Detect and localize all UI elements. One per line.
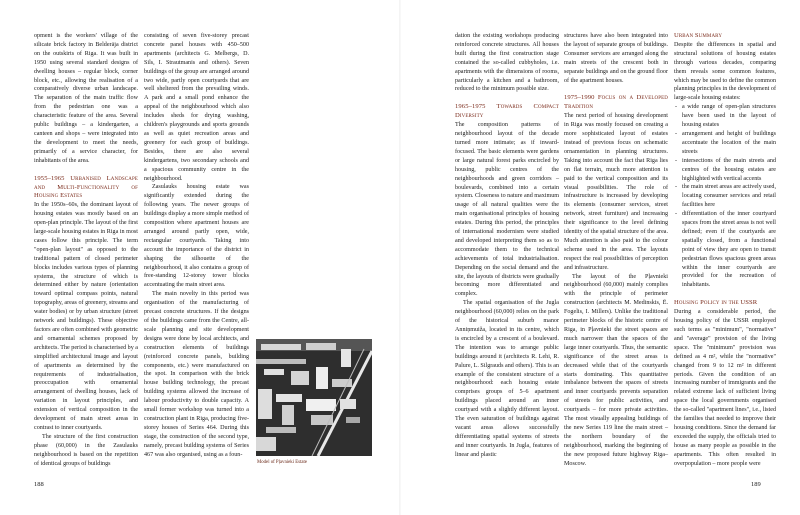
left-page-column-1: [34, 32, 138, 469]
paragraph: Despite the differences in spatial and structural solutions of housing estates through various decades, comparing them reveals some common features, which may be used to define the common planning principles in the development of large-scale housing estates:: [674, 41, 776, 102]
summary-list: [674, 103, 776, 290]
paragraph: structures have also been integrated into the layout of separate groups of buildings. Consumer services are arranged along the main streets of the crescent both in separate buildings and on the ground floor of the apartment houses.: [564, 33, 668, 84]
gutter: [399, 0, 401, 515]
section-heading: Urban Summary: [674, 32, 723, 39]
section-heading: Housing Policy in the USSR: [674, 299, 758, 307]
section-heading: 1965–1975 Towards Compact Diversity: [455, 103, 559, 120]
paragraph: In the 1950s–60s, the dominant layout of housing estates was mostly based on an open-plan principle. The layout of the first large-scale housing estates in Riga in most cases follow this principle. The term "open-plan layout" as opposed to the traditional pattern of closed perimeter blocks includes various types of planning systems, the structure of which is determined either by nature (orientation toward optimal compass points, natural topography, areas of greenery, streams and water bodies) or by urban structure (street network and buildings). These objective factors are often combined with geometric and ornamental schemes proposed by architects. The period is characterised by a simplified architectural image and layout of apartments as determined by the requirements of industrialisation, preoccupation with ornamental arrangement of dwelling houses, lack of variation in layout principles, and extension of vertical composition in the development of main street areas in contrast to inner courtyards.: [34, 202, 138, 431]
section-heading: 1955–1965 Urbanised Landscape and Multi-Functionality of Housing Estates: [34, 174, 138, 200]
page-number-right: 189: [751, 481, 761, 488]
right-page-column-2: [564, 32, 668, 469]
list-item: - arrangement and height of buildings accentuate the location of the main streets: [674, 130, 776, 157]
section-heading: 1975–1990 Focus on a Developed Tradition: [564, 94, 668, 111]
list-item: - intersections of the main streets and centres of the housing estates are highlighted with vertical accents: [674, 157, 776, 184]
left-page-column-2: [144, 32, 249, 460]
aerial-model-image: [256, 339, 372, 456]
paragraph: The layout of the Pļavnieki neighbourhood (60,000) mainly complies with the principle of perimeter construction (architects M. Medinskis, Ē. Fogelis, I. Millers). Unlike the traditional perimeter blocks of the historic centre of Riga, in Pļavnieki the street spaces are much narrower than the spaces of the large inner courtyards. Thus, the semantic significance of the street areas is decreased while that of the courtyards starts dominating. This quantitative imbalance between the spaces of streets and inner courtyards prevents separation of streets for public activities, and courtyards – for more private activities. The most visually appealing buildings of the new Series 119 line the main street – the northern boundary of the neighbourhood, marking the beginning of the new proposed future highway Riga–Moscow.: [564, 273, 668, 467]
paragraph: consisting of seven five-storey precast concrete panel houses with 450–500 apartments (architects G. Melbergs, D. Sils, I. Strautmanis and others). Seven buildings of the group are arranged around two wide, partly open courtyards that are well sheltered from the prevailing winds. A park and a small pond enhance the appeal of the neighbourhood which also includes sheds for drying washing, children's playgrounds and sports grounds as well as quiet recreation areas and greenery for each group of buildings. Besides, there are also several kindergartens, two secondary schools and a spacious community centre in the neighbourhood.: [144, 33, 249, 182]
paragraph: Zasulauks housing estate was significantly extended during the following years. The newer groups of buildings display a more simple method of composition where apartment houses are arranged around partly open, wide, rectangular courtyards. Taking into account the importance of the district in shaping the silhouette of the neighbourhood, it also contains a group of free-standing 12-storey tower blocks accentuating the main street area.: [144, 184, 249, 289]
paragraph: The main novelty in this period was organisation of the manufacturing of precast concrete structures. If the designs of the buildings came from the Centre, all-scale planning and site development designs were done by local architects, and construction elements of buildings (reinforced concrete panels, building components, etc.) were manufactured on the spot. In comparison with the brick house building technology, the precast building systems allowed the increase of labour productivity to double capacity. A small former workshop was turned into a construction plant in Riga, producing five-storey houses of Series 464. During this stage, the construction of the second type, namely, precast building systems of Series 467 was also organised, using as a foun-: [144, 291, 249, 458]
figure-caption: Model of Pļavnieki Estate: [257, 460, 307, 465]
list-item: - a wide range of open-plan structures have been used in the layout of housing estates: [674, 103, 776, 130]
paragraph: The next period of housing development in Riga was mostly focused on creating a more sophisticated layout of estates instead of previous focus on schematic ornamentation in planning structures. Taking into account the fact that Riga lies on flat terrain, much more attention is paid to the vertical composition and its visual possibilities. The role of infrastructure is increased by developing its elements (consumer services, street network, street furniture) and increasing their significance to the level defining identity of the spatial structure of the area. Much attention is also paid to the colour scheme used in the area. The layouts respect the real possibilities of perception and infrastructure.: [564, 113, 668, 271]
right-page-column-1: [455, 32, 559, 460]
paragraph: The composition patterns of neighbourhood layout of the decade turned more intimate; as if inward-focused. The basic elements were gardens or large natural forest parks encircled by housing, public centres of the neighbourhoods and green corridors – boulevards, combined into a certain system. Closeness to nature and maximum usage of all natural qualities were the main organisational principles of housing estates. During this period, the principles of international modernism were studied and developed interpreting them so as to accommodate them to the technical achievements of total industrialisation. Depending on the social demand and the site, the layouts of districts were gradually becoming more differentiated and complex.: [455, 122, 559, 298]
estate-model-photo: [256, 339, 372, 456]
list-item: - the main street areas are actively used, locating consumer services and retail facilities here: [674, 183, 776, 210]
paragraph: opment is the workers' village of the silicate brick factory in Belderāja district on the outskirts of Riga. It was built in 1950 using several standard designs of dwelling houses – regular block, corner block, etc., allowing the realisation of a comparatively diverse urban landscape. The separation of the main traffic flow from the pedestrian one was a characteristic feature of the area. Several public buildings – a kindergarten, a canteen and shops – were integrated into the development to meet the needs, primarily of a service character, for inhabitants of the area.: [34, 33, 138, 164]
right-page-column-3: [674, 32, 776, 469]
page-number-left: 188: [34, 481, 44, 488]
paragraph: The structure of the first construction phase (60,000) in the Zasulauks neighbourhood is based on the repetition of identical groups of buildings: [34, 433, 138, 467]
paragraph: dation the existing workshops producing reinforced concrete structures. All houses built during the first construction stage contained the so-called cubbyholes, i.e. apartments with the dimensions of rooms, particularly a kitchen and a bathroom, reduced to the minimum possible size.: [455, 33, 559, 93]
list-item: - differentiation of the inner courtyard spaces from the street areas is not well defined; even if the courtyards are spatially closed, from a functional point of view they are open to transit pedestrian flows spacious green areas within the inner courtyards are provided for the recreation of inhabitants.: [674, 210, 776, 290]
paragraph: The spatial organisation of the Jugla neighbourhood (60,000) relies on the park of the historical suburb manor Anniņmuiža, located in its centre, which is encircled by a crescent of a boulevard. The intention was to arrange public buildings around it (architects R. Lehi, R. Palure, L. Silgrauds and others). This is an example of the consistent structure of a neighbourhood: each housing estate comprises groups of 5–6 apartment buildings placed around an inner courtyard with a slightly different layout. The even saturation of buildings against vacant areas allows successfully differentiating spatial systems of streets and inner courtyards. In Jugla, features of linear and plastic: [455, 300, 559, 458]
paragraph: During a considerable period, the housing policy of the USSR employed such terms as "minimum", "normative" and "average" provision of the living space. The "minimum" provision was defined as 4 m², while the "normative" changed from 9 to 12 m² in different periods. Given the condition of an increasing number of immigrants and the related extreme lack of sufficient living space the local governments organised the so-called "apartment lines", i.e., listed the families that needed to improve their housing conditions. Since the demand far exceeded the supply, the officials tried to house as many people as possible in the apartments. This often resulted in overpopulation – more people were: [674, 309, 776, 467]
